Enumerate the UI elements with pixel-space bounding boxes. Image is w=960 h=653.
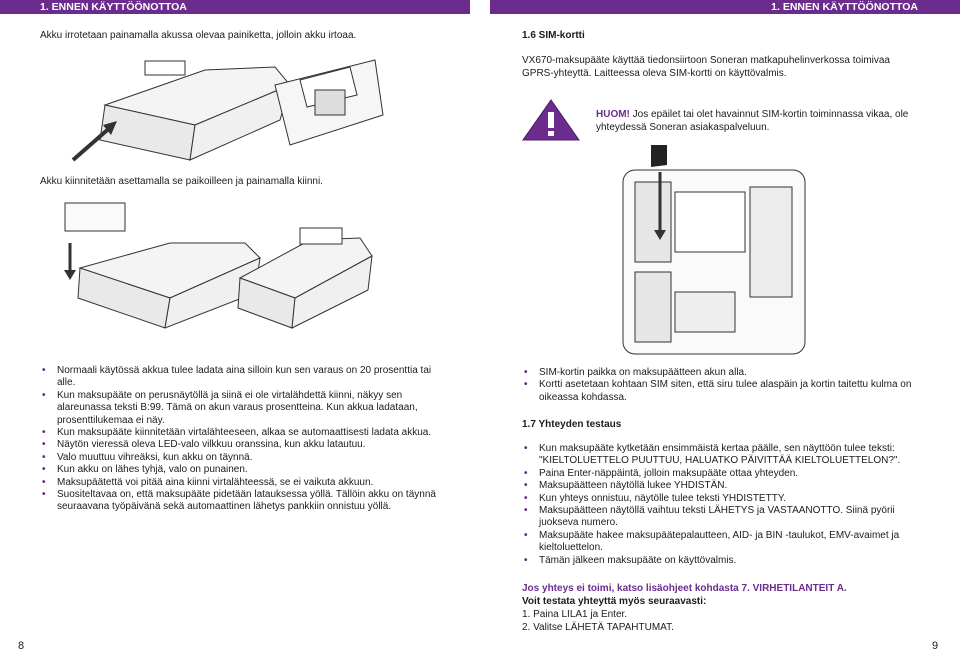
list-item: • Valo muuttuu vihreäksi, kun akku on täynnä. xyxy=(40,452,450,464)
terminal-illustration-battery-release xyxy=(65,45,395,165)
list-item: • Kun maksupääte on perusnäytöllä ja siinä ei ole virtalähdettä kiinni, näkyy sen alareunassa teksti B:99. Tämä on akun varaus prosentteina. Kun akkua ladataan, prosenttilukemaa ei näy. xyxy=(40,390,450,427)
sim-text: VX670-maksupääte käyttää tiedonsiirtoon Soneran matkapuhelinverkossa toimivaa GPRS-yhteyttä. Laitteessa oleva SIM-kortti on käyttövalmis. xyxy=(522,55,890,79)
list-item: • Kortti asetetaan kohtaan SIM siten, että siru tulee alaspäin ja kortin taitettu kulma on oikeassa kohdassa. xyxy=(522,379,922,404)
sim-heading: 1.6 SIM-kortti xyxy=(522,30,585,41)
list-item: • Suositeltavaa on, että maksupääte pidetään latauksessa yöllä. Tällöin akku on täynnä seuraavana työpäivänä sekä automaattinen lähetys pankkiin onnistuu yöllä. xyxy=(40,489,450,514)
test-bullet-list xyxy=(522,443,922,567)
list-item: • Maksupäätettä voi pitää aina kiinni virtalähteessä, se ei vaikuta akkuun. xyxy=(40,477,450,489)
list-item: • Normaali käytössä akkua tulee ladata aina silloin kun sen varaus on 20 prosenttia tai alle. xyxy=(40,365,450,390)
page-number-left: 8 xyxy=(18,640,25,652)
list-item: • Kun akku on lähes tyhjä, valo on punainen. xyxy=(40,464,450,476)
list-item: • Kun maksupääte kiinnitetään virtalähteeseen, alkaa se automaattisesti ladata akkua. xyxy=(40,427,450,439)
list-item: • Kun yhteys onnistuu, näytölle tulee teksti YHDISTETTY. xyxy=(522,493,922,505)
header-right: 1. ENNEN KÄYTTÖÖNOTTOA xyxy=(490,0,960,14)
list-item: • Tämän jälkeen maksupääte on käyttövalmis. xyxy=(522,555,922,567)
battery-remove-text: Akku irrotetaan painamalla akussa olevaa painiketta, jolloin akku irtoaa. xyxy=(40,30,357,41)
warning-label: HUOM! xyxy=(596,109,630,120)
list-item: • Paina Enter-näppäintä, jolloin maksupääte ottaa yhteyden. xyxy=(522,468,922,480)
list-item: • SIM-kortin paikka on maksupäätteen akun alla. xyxy=(522,367,922,379)
contact-note: Jos yhteys ei toimi, katso lisäohjeet kohdasta 7. VIRHETILANTEIT A. xyxy=(522,583,847,594)
list-item: • Näytön vieressä oleva LED-valo vilkkuu oranssina, kun akku latautuu. xyxy=(40,439,450,451)
test-line: Voit testata yhteyttä myös seuraavasti: xyxy=(522,596,707,607)
test-heading: 1.7 Yhteyden testaus xyxy=(522,419,622,430)
list-item: • Maksupäätteen näytöllä lukee YHDISTÄN. xyxy=(522,480,922,492)
warning-triangle-icon xyxy=(521,98,581,142)
list-item: • Maksupääte hakee maksupäätepalautteen, AID- ja BIN -taulukot, EMV-avaimet ja kieltoluettelon. xyxy=(522,530,922,555)
battery-attach-text: Akku kiinnitetään asettamalla se paikoilleen ja painamalla kiinni. xyxy=(40,176,323,187)
terminal-illustration-battery-attach xyxy=(60,198,400,343)
step-1: 1. Paina LILA1 ja Enter. xyxy=(522,609,628,620)
battery-bullet-list xyxy=(40,365,450,514)
sim-bullet-list xyxy=(522,367,922,404)
list-item: • Maksupäätteen näytöllä vaihtuu teksti LÄHETYS ja VASTAANOTTO. Siinä pyörii juokseva numero. xyxy=(522,505,922,530)
header-left: 1. ENNEN KÄYTTÖÖNOTTOA xyxy=(0,0,470,14)
step-2: 2. Valitse LÄHETÄ TAPAHTUMAT. xyxy=(522,622,674,633)
sim-slot-illustration xyxy=(615,142,815,357)
warning-note xyxy=(596,108,926,134)
page-number-right: 9 xyxy=(932,640,939,652)
warning-text: Jos epäilet tai olet havainnut SIM-kortin toiminnassa vikaa, ole yhteydessä Soneran asiakaspalveluun. xyxy=(596,109,909,133)
list-item: • Kun maksupääte kytketään ensimmäistä kertaa päälle, sen näyttöön tulee teksti: "KIELTOLUETTELO PUUTTUU, HALUATKO PÄIVITTÄÄ KIELTOLUETTELON?". xyxy=(522,443,922,468)
